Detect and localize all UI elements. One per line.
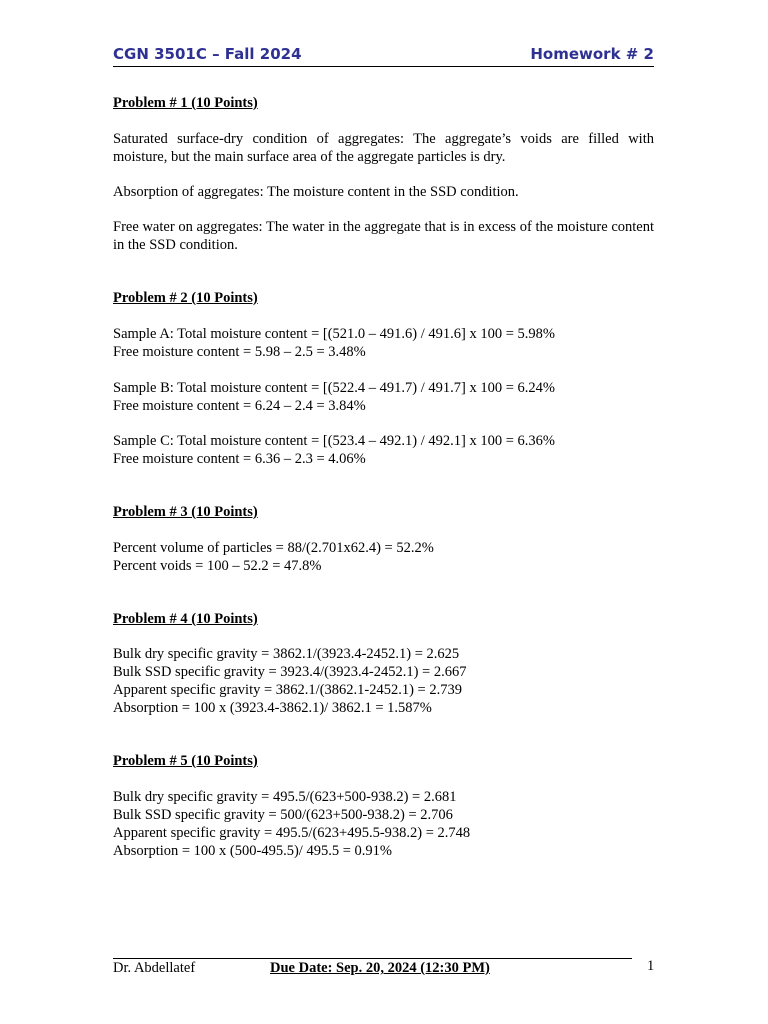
problem-1-definition-ssd: Saturated surface-dry condition of aggregates: The aggregate’s voids are filled with moisture, but the main surface area of the aggregate particles is dry. — [113, 131, 654, 165]
bulk-ssd-sg-line: Bulk SSD specific gravity = 500/(623+500-938.2) = 2.706 — [113, 807, 453, 823]
problem-3-title: Problem # 3 (10 Points) — [113, 504, 258, 520]
problem-5-lines — [113, 788, 654, 860]
footer-divider — [113, 958, 632, 959]
sample-a-free-moisture: Free moisture content = 5.98 – 2.5 = 3.48% — [113, 344, 366, 360]
bulk-ssd-sg-line: Bulk SSD specific gravity = 3923.4/(3923.4-2452.1) = 2.667 — [113, 664, 467, 680]
apparent-sg-line: Apparent specific gravity = 3862.1/(3862.1-2452.1) = 2.739 — [113, 682, 462, 698]
problem-4 — [113, 610, 654, 717]
problem-1 — [113, 94, 654, 254]
problem-5-title: Problem # 5 (10 Points) — [113, 753, 258, 769]
sample-c-total-moisture: Sample C: Total moisture content = [(523.4 – 492.1) / 492.1] x 100 = 6.36% — [113, 433, 555, 449]
bulk-dry-sg-line: Bulk dry specific gravity = 3862.1/(3923.4-2452.1) = 2.625 — [113, 646, 460, 662]
problem-4-title: Problem # 4 (10 Points) — [113, 611, 258, 627]
problem-4-lines — [113, 645, 654, 717]
due-date: Due Date: Sep. 20, 2024 (12:30 PM) — [270, 960, 490, 976]
document-body — [113, 94, 654, 860]
sample-c-block — [113, 432, 654, 468]
problem-3 — [113, 503, 654, 575]
assignment-title: Homework # 2 — [530, 45, 654, 63]
footer-author: Dr. Abdellatef — [113, 960, 196, 976]
absorption-line: Absorption = 100 x (3923.4-3862.1)/ 3862.1 = 1.587% — [113, 700, 432, 716]
problem-3-lines — [113, 539, 654, 575]
percent-volume-line: Percent volume of particles = 88/(2.701x62.4) = 52.2% — [113, 540, 434, 556]
percent-voids-line: Percent voids = 100 – 52.2 = 47.8% — [113, 558, 322, 574]
page-header — [113, 44, 654, 67]
sample-c-free-moisture: Free moisture content = 6.36 – 2.3 = 4.06% — [113, 451, 366, 467]
page-number: 1 — [647, 958, 655, 974]
sample-b-block — [113, 379, 654, 415]
problem-1-definition-free-water: Free water on aggregates: The water in the aggregate that is in excess of the moisture content in the SSD condition. — [113, 219, 654, 253]
problem-2-title: Problem # 2 (10 Points) — [113, 290, 258, 306]
course-title: CGN 3501C – Fall 2024 — [113, 45, 302, 63]
problem-1-definition-absorption: Absorption of aggregates: The moisture content in the SSD condition. — [113, 184, 519, 200]
sample-a-block — [113, 325, 654, 361]
sample-b-free-moisture: Free moisture content = 6.24 – 2.4 = 3.84% — [113, 398, 366, 414]
problem-5 — [113, 752, 654, 860]
apparent-sg-line: Apparent specific gravity = 495.5/(623+495.5-938.2) = 2.748 — [113, 825, 471, 841]
problem-2 — [113, 289, 654, 468]
bulk-dry-sg-line: Bulk dry specific gravity = 495.5/(623+500-938.2) = 2.681 — [113, 789, 457, 805]
problem-1-title: Problem # 1 (10 Points) — [113, 95, 258, 111]
absorption-line: Absorption = 100 x (500-495.5)/ 495.5 = 0.91% — [113, 843, 392, 859]
sample-a-total-moisture: Sample A: Total moisture content = [(521.0 – 491.6) / 491.6] x 100 = 5.98% — [113, 326, 555, 342]
sample-b-total-moisture: Sample B: Total moisture content = [(522.4 – 491.7) / 491.7] x 100 = 6.24% — [113, 380, 555, 396]
